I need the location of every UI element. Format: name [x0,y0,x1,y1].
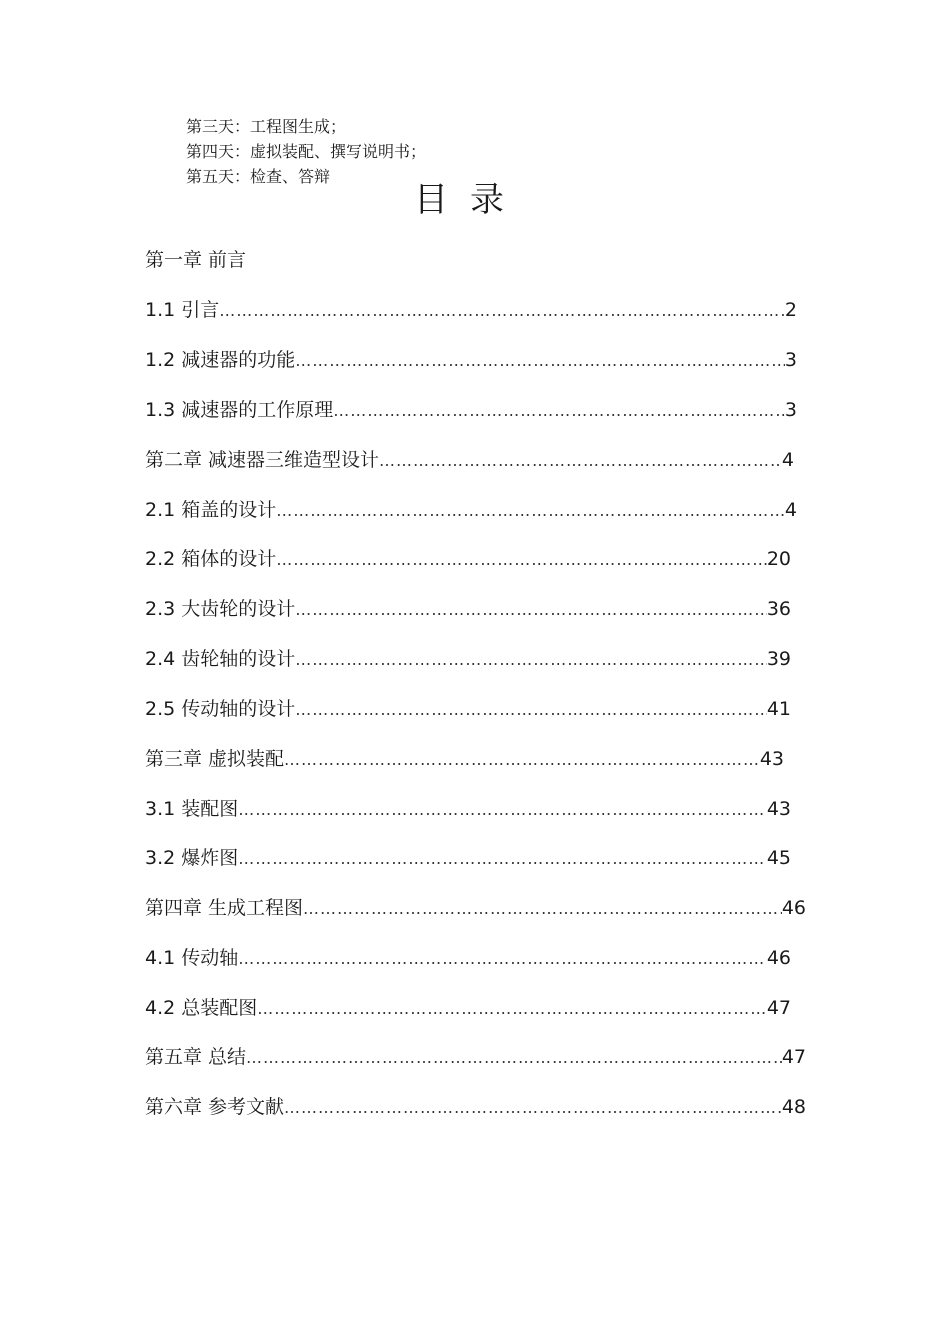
toc-leader-dots [238,797,767,823]
toc-entry-label: 4.1 传动轴 [145,947,239,969]
toc-entry-label: 4.2 总装配图 [145,997,258,1019]
toc-entry-label: 2.5 传动轴的设计 [145,698,296,720]
toc-entry-label: 第六章 参考文献 [145,1096,285,1118]
toc-entry-page: 4 [781,449,794,471]
toc-entry[interactable] [145,497,797,524]
toc-entry-page: 46 [781,897,806,919]
toc-entry-label: 第三章 虚拟装配 [145,748,285,770]
toc-entry-page: 36 [766,598,791,620]
toc-chapter-heading [145,247,445,273]
toc-entry[interactable] [145,945,791,972]
toc-entry[interactable] [145,746,784,773]
toc-entry-page: 48 [781,1096,806,1118]
toc-entry[interactable] [145,646,791,673]
toc-leader-dots [333,398,785,424]
toc-entry-page: 47 [766,997,791,1019]
schedule-day-3: 第三天：工程图生成； [186,117,347,136]
toc-entry-label: 3.2 爆炸图 [145,847,239,869]
toc-entry-label: 第四章 生成工程图 [145,897,304,919]
toc-leader-dots [257,996,767,1022]
toc-entry-page: 20 [766,548,791,570]
toc-entry[interactable] [145,1044,806,1071]
toc-entry-page: 4 [784,499,797,521]
toc-entry[interactable] [145,1094,806,1121]
toc-entry-label: 2.3 大齿轮的设计 [145,598,296,620]
toc-entry[interactable] [145,447,794,474]
toc-entry[interactable] [145,546,791,573]
toc-entry-page: 47 [781,1046,806,1068]
toc-entry[interactable] [145,596,791,623]
toc-entry-page: 39 [766,648,791,670]
toc-entry-page: 45 [766,847,791,869]
toc-entry-label: 1.3 减速器的工作原理 [145,399,334,421]
toc-entry-label: 第五章 总结 [145,1046,247,1068]
schedule-day-4: 第四天：虚拟装配、撰写说明书； [186,142,427,161]
toc-entry-page: 43 [766,798,791,820]
toc-entry-label: 2.4 齿轮轴的设计 [145,648,296,670]
toc-leader-dots [276,547,767,573]
toc-entry-page: 3 [784,349,797,371]
toc-entry-label: 第二章 减速器三维造型设计 [145,449,380,471]
toc-leader-dots [276,498,785,524]
toc-entry[interactable] [145,995,791,1022]
toc-entry-page: 43 [759,748,784,770]
toc-leader-dots [246,1045,782,1071]
toc-entry[interactable] [145,696,791,723]
toc-entry-label: 1.1 引言 [145,299,220,321]
toc-entry[interactable] [145,796,791,823]
toc-leader-dots [303,896,782,922]
toc-leader-dots [295,348,785,374]
schedule-day-5: 第五天：检查、答辩 [186,167,331,186]
toc-entry-label: 第一章 前言 [145,249,247,271]
toc-entry-page: 46 [766,947,791,969]
toc-leader-dots [238,846,767,872]
toc-entry[interactable] [145,397,797,424]
toc-entry-page: 3 [784,399,797,421]
toc-title: 目录 [414,180,526,220]
toc-entry-page: 2 [784,299,797,321]
toc-entry[interactable] [145,347,797,374]
toc-leader-dots [295,647,767,673]
toc-leader-dots [284,747,760,773]
toc-entry[interactable] [145,297,797,324]
toc-leader-dots [295,697,767,723]
toc-entry-label: 1.2 减速器的功能 [145,349,296,371]
toc-entry-label: 2.1 箱盖的设计 [145,499,277,521]
toc-entry[interactable] [145,895,806,922]
toc-entry[interactable] [145,845,791,872]
toc-leader-dots [379,448,782,474]
toc-leader-dots [284,1095,782,1121]
toc-leader-dots [219,298,785,324]
toc-leader-dots [238,946,767,972]
toc-entry-label: 2.2 箱体的设计 [145,548,277,570]
toc-entry-page: 41 [766,698,791,720]
toc-leader-dots [295,597,767,623]
toc-entry-label: 3.1 装配图 [145,798,239,820]
